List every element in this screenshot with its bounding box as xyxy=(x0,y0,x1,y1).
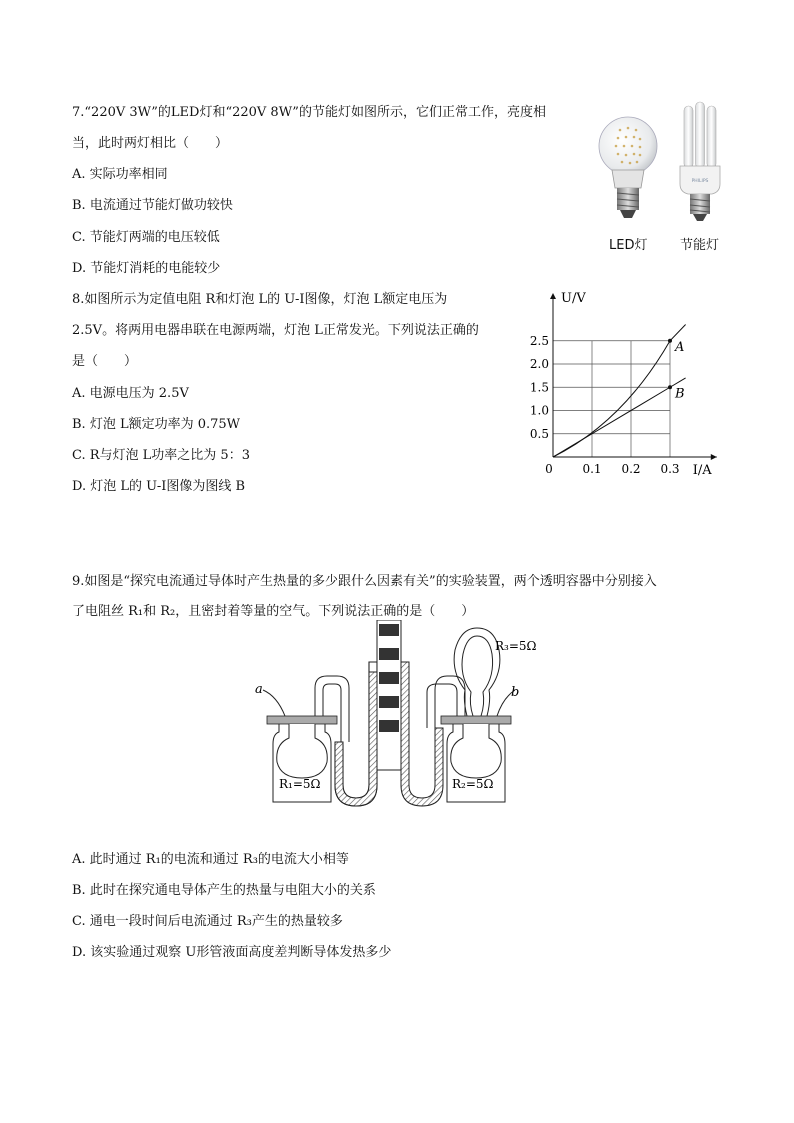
wire-b-label: b xyxy=(511,685,520,700)
q7-option-a: A. 实际功率相同 xyxy=(72,167,168,182)
q7-stem-line1: 7.“220V 3W”的LED灯和“220V 8W”的节能灯如图所示，它们正常工作，亮度相 xyxy=(72,105,546,120)
q9-option-b: B. 此时在探究通电导体产生的热量与电阻大小的关系 xyxy=(72,883,376,898)
q8-option-c: C. R与灯泡 L功率之比为 5：3 xyxy=(72,448,250,463)
x-axis-arrow xyxy=(711,454,717,460)
q8-option-b: B. 灯泡 L额定功率为 0.75W xyxy=(72,417,241,432)
y-axis-label: U/V xyxy=(561,291,586,306)
joule-heating-apparatus xyxy=(245,620,555,810)
q9-stem-line2: 了电阻丝 R₁和 R₂，且密封着等量的空气。下列说法正确的是（ ） xyxy=(72,604,475,619)
q9-option-c: C. 通电一段时间后电流通过 R₃产生的热量较多 xyxy=(72,914,343,929)
q7-option-b: B. 电流通过节能灯做功较快 xyxy=(72,198,233,213)
r1-label: R₁=5Ω xyxy=(279,777,321,791)
q9-stem-line1: 9.如图是“探究电流通过导体时产生热量的多少跟什么因素有关”的实验装置，两个透明容器中分别接入 xyxy=(72,574,657,589)
q8-stem-line2: 2.5V。将两用电器串联在电源两端，灯泡 L正常发光。下列说法正确的 xyxy=(72,323,479,338)
point-b xyxy=(668,385,672,389)
y-tick-label: 0.5 xyxy=(529,426,549,441)
series-line-a xyxy=(553,324,686,457)
q8-stem-line3: 是（ ） xyxy=(72,354,138,369)
point-label-a: A xyxy=(675,339,685,355)
q7-option-d: D. 节能灯消耗的电能较少 xyxy=(72,261,221,276)
x-tick-label: 0.2 xyxy=(621,462,641,476)
q7-stem-line2: 当，此时两灯相比（ ） xyxy=(72,136,229,151)
energy-saving-bulb-image xyxy=(676,100,724,230)
y-tick-label: 2.5 xyxy=(529,333,549,348)
r3-label: R₃=5Ω xyxy=(495,639,537,653)
x-tick-label: 0.1 xyxy=(582,462,602,476)
point-a xyxy=(668,339,672,343)
cfl-bulb-label: 节能灯 xyxy=(680,238,720,253)
series-line-b xyxy=(553,378,686,457)
q8-option-a: A. 电源电压为 2.5V xyxy=(72,386,189,401)
y-tick-label: 2.0 xyxy=(529,357,549,371)
q7-option-c: C. 节能灯两端的电压较低 xyxy=(72,230,220,245)
point-label-b: B xyxy=(675,386,685,402)
led-bulb-image xyxy=(598,108,658,230)
x-tick-label: 0 xyxy=(545,462,553,476)
u-i-chart xyxy=(520,285,730,480)
x-axis-label: I/A xyxy=(692,463,712,478)
x-tick-label: 0.3 xyxy=(660,462,680,476)
y-tick-label: 1.5 xyxy=(529,380,549,395)
brand-logo-text: PHILIPS xyxy=(691,179,709,184)
led-bulb-label: LED灯 xyxy=(609,238,648,253)
q8-stem-line1: 8.如图所示为定值电阻 R和灯泡 L的 U-I图像，灯泡 L额定电压为 xyxy=(72,292,448,307)
q9-option-d: D. 该实验通过观察 U形管液面高度差判断导体发热多少 xyxy=(72,945,392,960)
q8-option-d: D. 灯泡 L的 U-I图像为图线 B xyxy=(72,479,246,494)
wire-a-label: a xyxy=(255,682,263,697)
r2-label: R₂=5Ω xyxy=(452,777,494,791)
y-axis-arrow xyxy=(550,293,556,299)
y-tick-label: 1.0 xyxy=(529,403,549,418)
q9-option-a: A. 此时通过 R₁的电流和通过 R₃的电流大小相等 xyxy=(72,852,349,867)
